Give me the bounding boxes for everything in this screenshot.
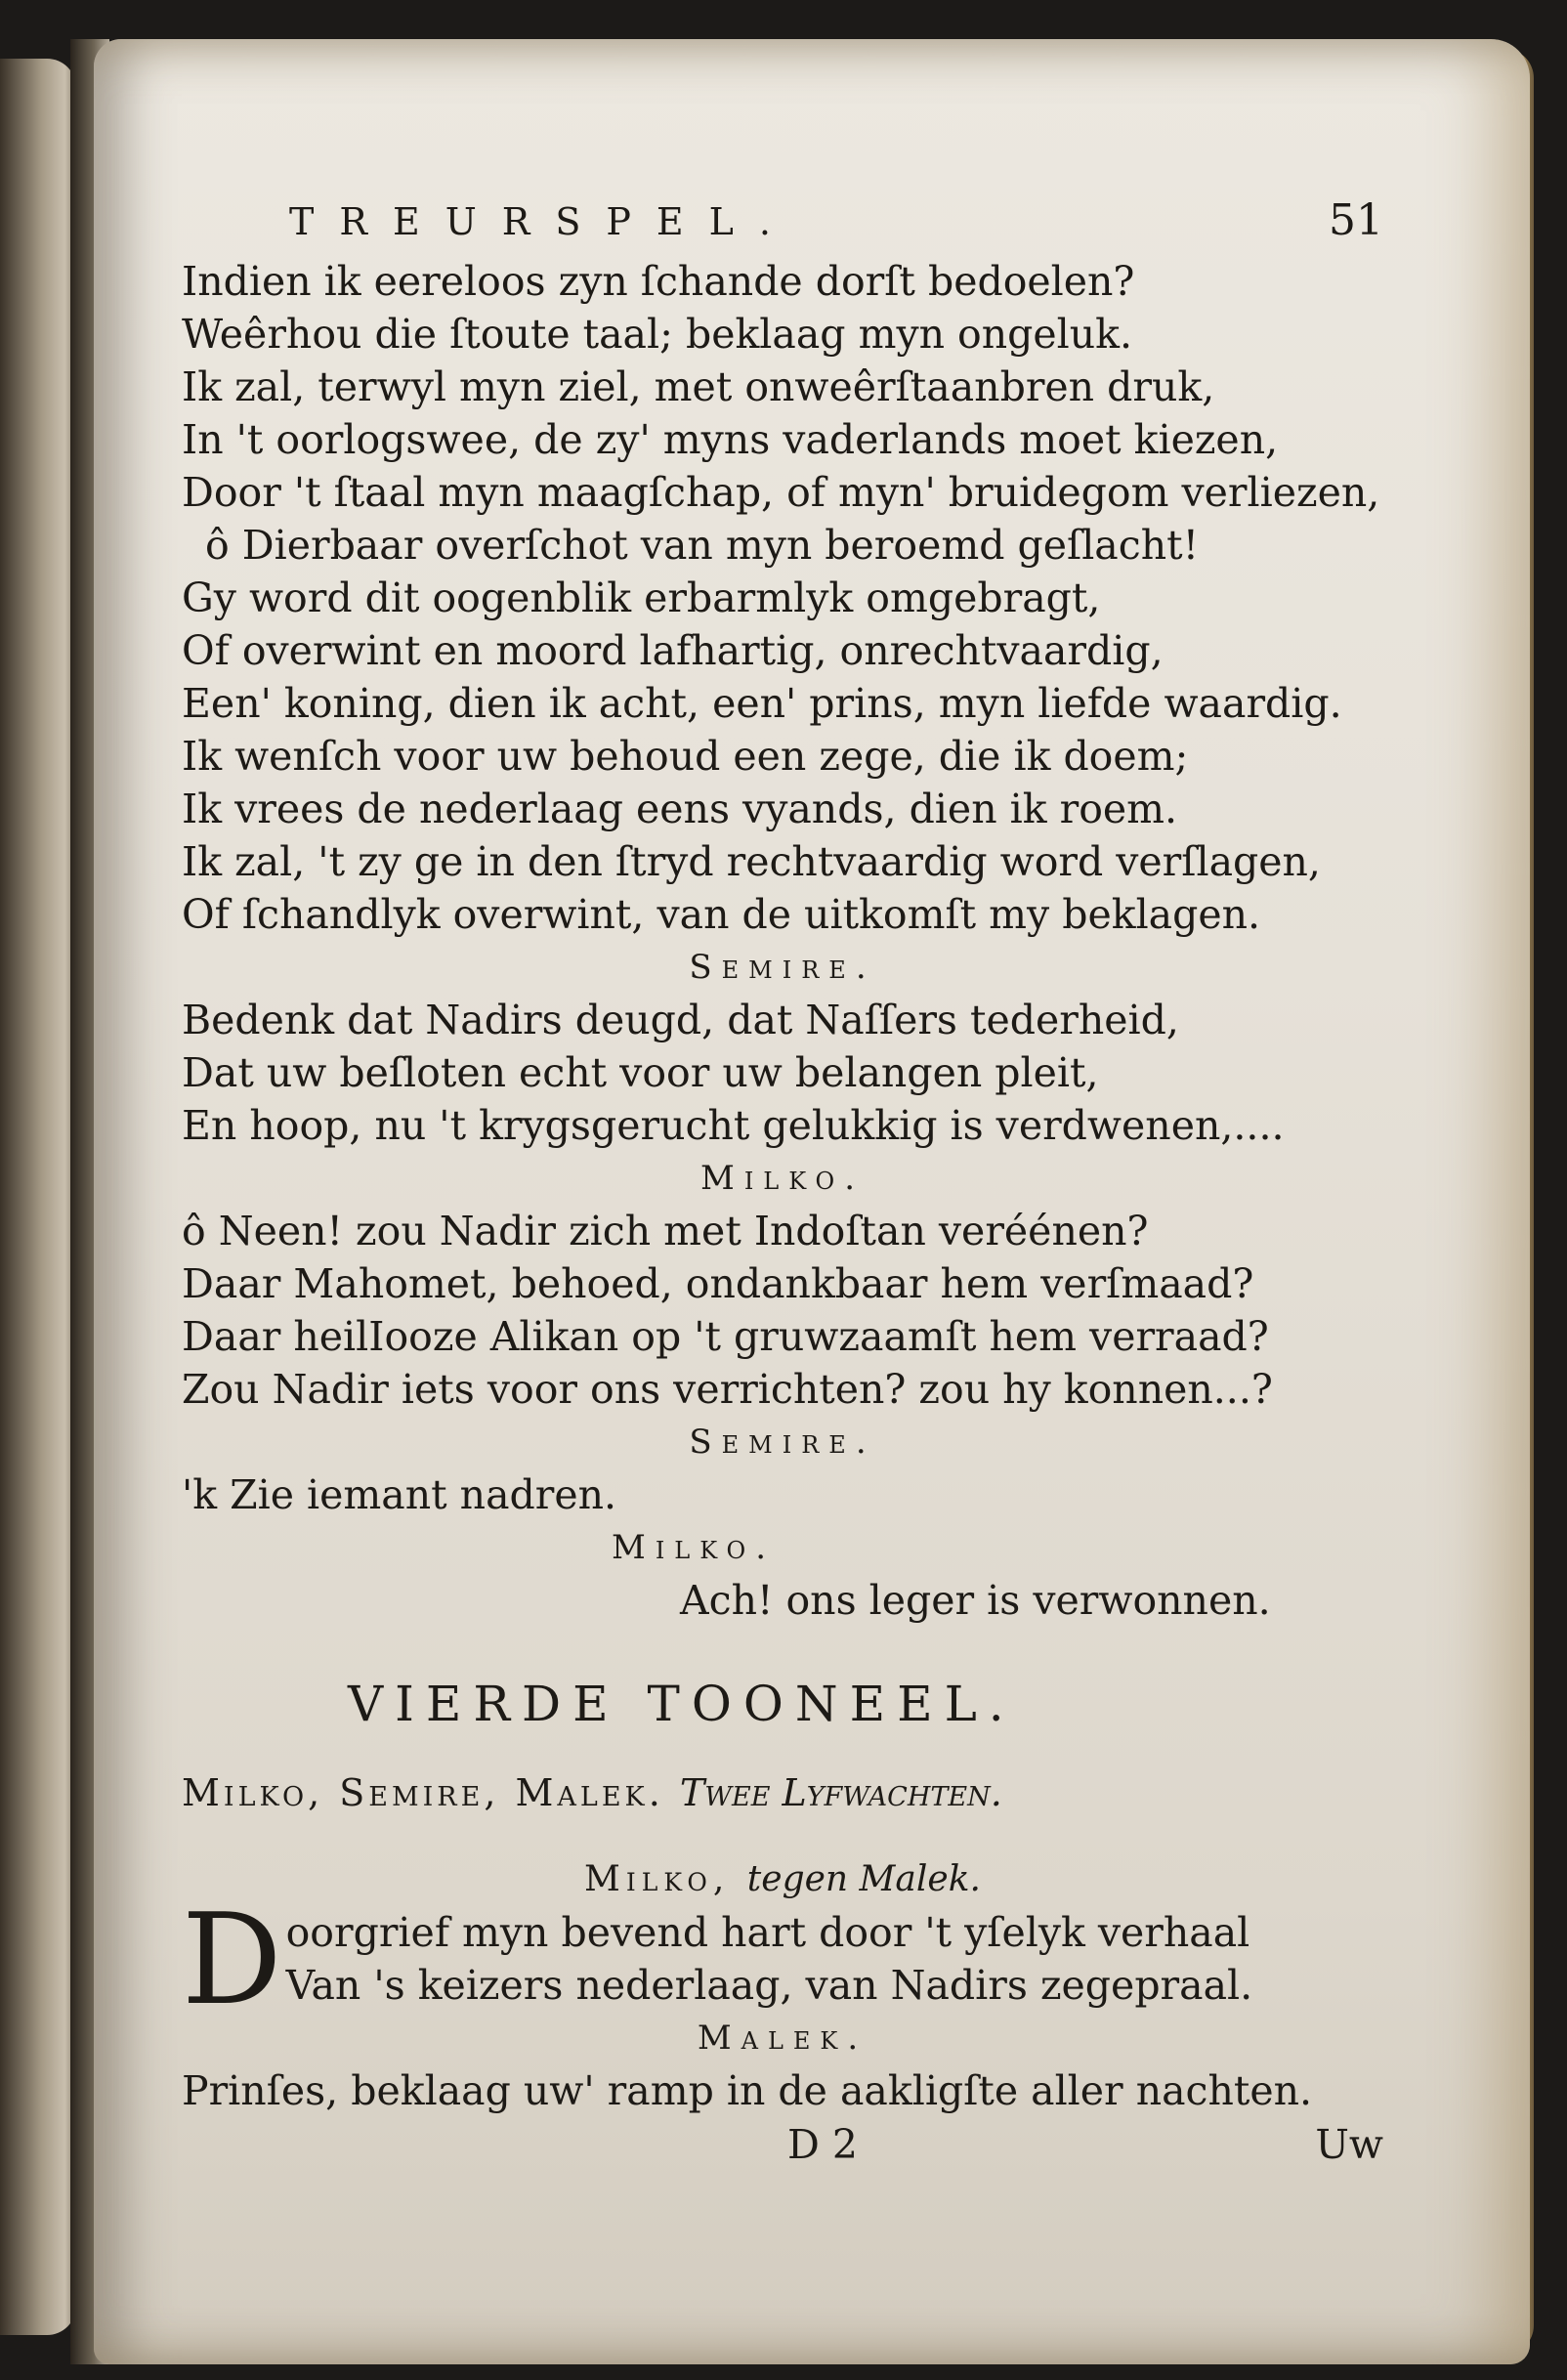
page-footer	[182, 2121, 1383, 2168]
signature-mark: D 2	[787, 2121, 858, 2168]
book-page	[94, 39, 1530, 2364]
cast-extra: Twee Lyfwachten.	[679, 1771, 1002, 1814]
verse-line: Daar heilIooze Alikan op 't gruwzaamſt hem verraad?	[182, 1313, 1269, 1360]
verse-line: Weêrhou die ſtoute taal; beklaag myn ongeluk.	[182, 311, 1133, 358]
speaker-heading: Milko.	[612, 1528, 776, 1567]
speaker-heading: Semire.	[689, 1423, 876, 1462]
verse-line: oorgrief myn bevend hart door 't yſelyk verhaal	[285, 1909, 1250, 1956]
cast-names: Milko, Semire, Malek.	[182, 1771, 664, 1814]
dropcap-paragraph	[182, 1888, 1383, 2033]
verse-line: 'k Zie iemant nadren.	[182, 1471, 617, 1518]
verse-line: En hoop, nu 't krygsgerucht gelukkig is verdwenen,....	[182, 1102, 1285, 1149]
verse-line: Of ſchandlyk overwint, van de uitkomſt my beklagen.	[182, 891, 1261, 938]
verse-line: Ik zal, terwyl myn ziel, met onweêrſtaanbren druk,	[182, 363, 1215, 410]
verse-line: ô Dierbaar overſchot van myn beroemd geſlacht!	[205, 522, 1200, 569]
verse-line: Een' koning, dien ik acht, een' prins, myn liefde waardig.	[182, 680, 1342, 727]
verse-line: Dat uw beſloten echt voor uw belangen pleit,	[182, 1049, 1099, 1096]
page-number: 51	[1329, 195, 1383, 245]
verse-line: Ik vrees de nederlaag eens vyands, dien ik roem.	[182, 786, 1178, 832]
speaker-heading	[182, 1853, 1383, 1906]
running-head	[289, 195, 1383, 245]
verse-line: ô Neen! zou Nadir zich met Indoſtan veréénen?	[182, 1208, 1149, 1254]
verse-line: Daar Mahomet, behoed, ondankbaar hem verſmaad?	[182, 1260, 1254, 1307]
scene-title: VIERDE TOONEEL.	[348, 1676, 1016, 1732]
verse-line: Van 's keizers nederlaag, van Nadirs zegepraal.	[285, 1962, 1253, 2009]
speaker-heading: Milko.	[700, 1159, 865, 1198]
running-title: TREURSPEL.	[289, 200, 796, 243]
verse-line: Ik zal, 't zy ge in den ſtryd rechtvaardig word verſlagen,	[182, 838, 1321, 885]
cast-list	[182, 1771, 1383, 1814]
verse-line: Prinſes, beklaag uw' ramp in de aakligſte aller nachten.	[182, 2067, 1313, 2114]
verse-line: In 't oorlogswee, de zy' myns vaderlands moet kiezen,	[182, 416, 1279, 463]
page-text	[182, 195, 1383, 2168]
catchword: Uw	[1315, 2121, 1383, 2168]
verse-line: Zou Nadir iets voor ons verrichten? zou hy konnen...?	[182, 1366, 1273, 1413]
stage-direction: tegen Malek.	[746, 1859, 981, 1899]
facing-page-edge	[0, 59, 76, 2335]
speaker-name: Milko,	[584, 1859, 731, 1899]
verse-block-3	[182, 1205, 1383, 1416]
verse-line: Indien ik eereloos zyn ſchande dorſt bedoelen?	[182, 258, 1135, 305]
drop-cap: D	[182, 1888, 282, 2033]
verse-line: Ik wenſch voor uw behoud een zege, die ik doem;	[182, 733, 1189, 780]
verse-line: Bedenk dat Nadirs deugd, dat Naſſers tederheid,	[182, 997, 1179, 1043]
verse-line: Door 't ſtaal myn maagſchap, of myn' bruidegom verliezen,	[182, 469, 1380, 516]
verse-line: Of overwint en moord lafhartig, onrechtvaardig,	[182, 627, 1164, 674]
verse-block-2	[182, 994, 1383, 1152]
speaker-heading: Semire.	[689, 948, 876, 987]
verse-line: Ach! ons leger is verwonnen.	[680, 1577, 1271, 1624]
speaker-heading: Malek.	[697, 2019, 868, 2058]
verse-line: Gy word dit oogenblik erbarmlyk omgebragt,	[182, 574, 1101, 621]
verse-block-1	[182, 255, 1383, 941]
